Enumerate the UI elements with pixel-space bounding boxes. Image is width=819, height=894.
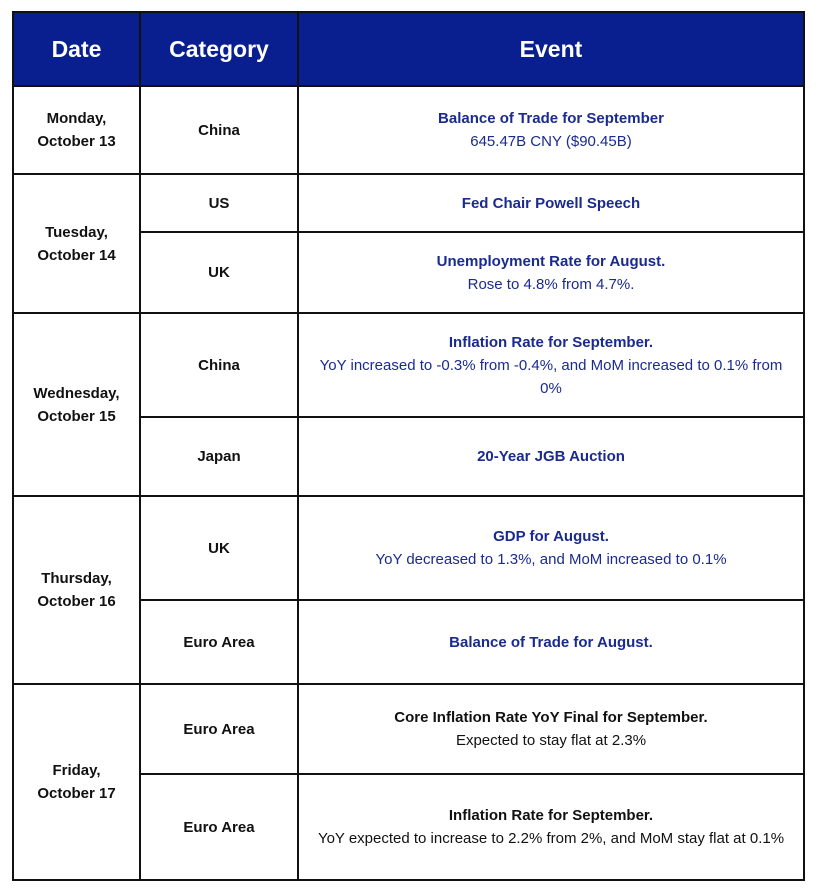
table-row [13,174,804,232]
economic-calendar-table [12,11,805,881]
header-date: Date [13,12,140,86]
day-label: Friday, [52,762,101,779]
event-cell [298,417,804,496]
event-title: Inflation Rate for September. [448,333,654,351]
event-description: YoY expected to increase to 2.2% from 2%, and MoM stay flat at 0.1% [317,830,785,847]
table-row [13,313,804,417]
event-title: Inflation Rate for September. [448,807,654,824]
date-label: October 16 [37,593,116,610]
date-cell-tuesday [13,174,140,313]
header-row [13,12,804,86]
event-title: GDP for August. [493,528,609,545]
category-cell: Euro Area [140,684,298,774]
category-cell: Euro Area [140,774,298,880]
date-label: October 14 [37,246,116,264]
event-cell [298,174,804,232]
category-cell: UK [140,496,298,600]
event-title: Core Inflation Rate YoY Final for September. [394,709,708,726]
category-cell: US [140,174,298,232]
day-label: Monday, [46,110,107,127]
table-row [13,86,804,174]
date-cell-wednesday [13,313,140,496]
event-cell [298,600,804,684]
category-cell: Euro Area [140,600,298,684]
event-title: Unemployment Rate for August. [436,252,666,270]
event-title: Fed Chair Powell Speech [461,194,641,212]
header-event: Event [298,12,804,86]
table-row [13,684,804,774]
category-cell: UK [140,232,298,313]
date-cell-thursday [13,496,140,684]
event-cell [298,86,804,174]
day-label: Thursday, [41,570,112,587]
category-cell: Japan [140,417,298,496]
date-label: October 13 [37,133,116,150]
date-cell-monday [13,86,140,174]
event-cell [298,232,804,313]
event-cell [298,774,804,880]
event-title: Balance of Trade for September [438,110,664,127]
event-title: Balance of Trade for August. [449,633,653,651]
date-cell-friday [13,684,140,880]
event-description: Rose to 4.8% from 4.7%. [467,275,635,293]
day-label: Wednesday, [33,384,120,402]
event-cell [298,684,804,774]
event-cell [298,313,804,417]
event-description: Expected to stay flat at 2.3% [455,732,647,749]
event-cell [298,496,804,600]
header-category: Category [140,12,298,86]
event-description: YoY increased to -0.3% from -0.4%, and MoM increased to 0.1% from 0% [319,356,783,397]
date-label: October 17 [37,785,116,802]
event-description: YoY decreased to 1.3%, and MoM increased to 0.1% [375,551,727,568]
event-title: 20-Year JGB Auction [477,448,625,465]
event-description: 645.47B CNY ($90.45B) [470,133,632,150]
category-cell: China [140,86,298,174]
category-cell: China [140,313,298,417]
day-label: Tuesday, [45,223,108,241]
date-label: October 15 [37,407,116,425]
table-row [13,496,804,600]
